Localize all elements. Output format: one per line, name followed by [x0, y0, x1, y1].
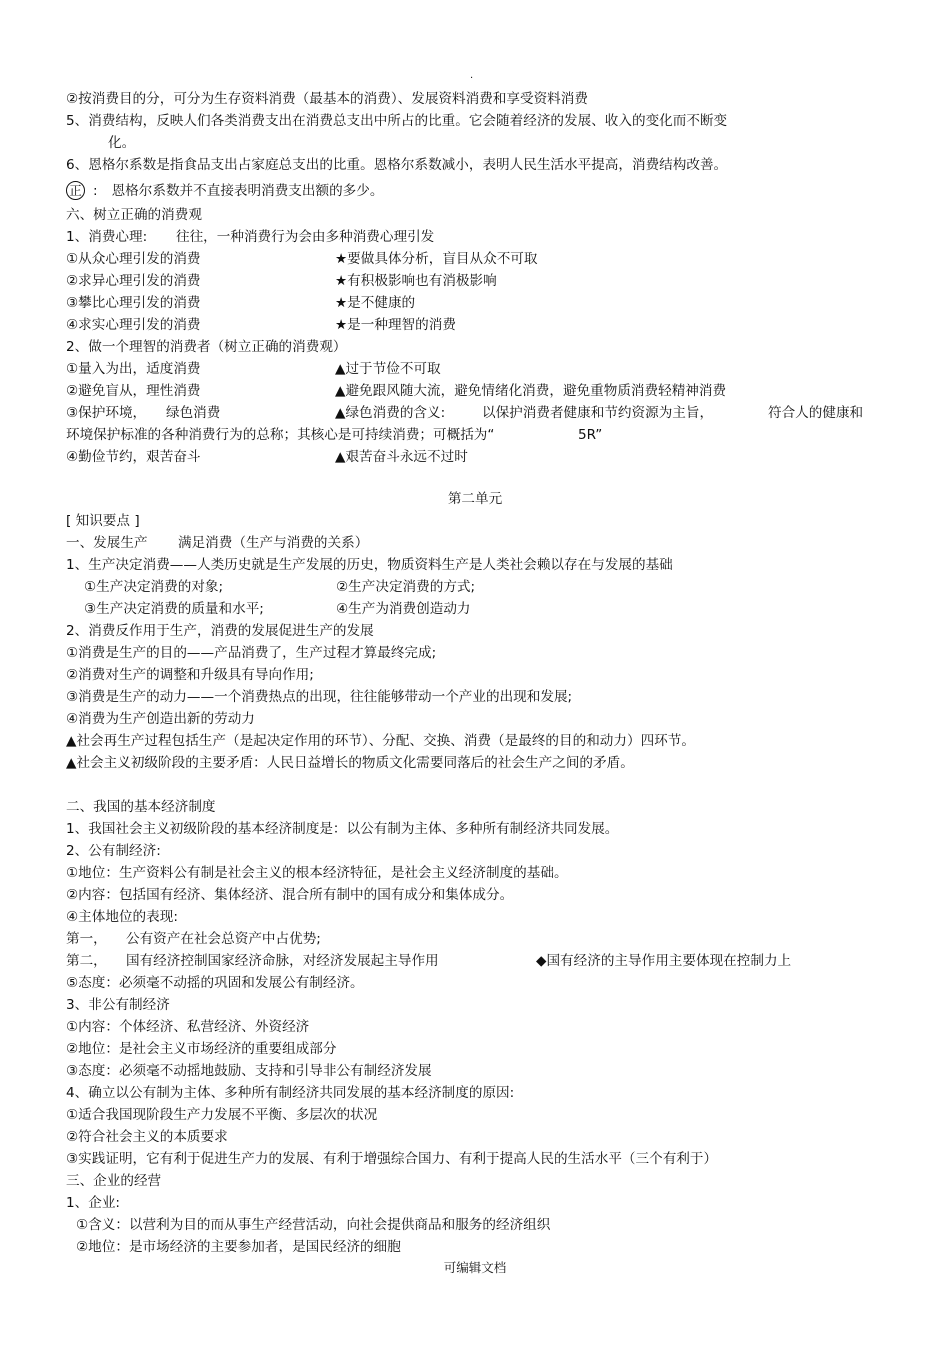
note-text: 恩格尔系数并不直接表明消费支出额的多少。	[111, 183, 384, 199]
section-heading: 满足消费（生产与消费的关系）	[178, 535, 369, 551]
row-right: ▲绿色消费的含义:	[335, 405, 446, 421]
row-right: ★是不健康的	[335, 295, 416, 311]
text-line: 5、消费结构，反映人们各类消费支出在消费总支出中所占的比重。它会随着经济的发展、收入的变化而不断变	[66, 113, 728, 129]
row-left: ②求异心理引发的消费	[66, 273, 201, 289]
note-circle-mark: 正	[66, 181, 85, 200]
text-line: 1、消费心理:	[66, 229, 148, 245]
text-line: ◆国有经济的主导作用主要体现在控制力上	[536, 953, 792, 969]
row-right: ▲过于节俭不可取	[335, 361, 441, 377]
text-line: 环境保护标准的各种消费行为的总称；其核心是可持续消费；可概括为“	[66, 427, 495, 443]
row-left: ①量入为出，适度消费	[66, 361, 201, 377]
row-left: 绿色消费	[166, 405, 221, 421]
text-line: ②地位：是社会主义市场经济的重要组成部分	[66, 1041, 337, 1057]
section-heading: 六、树立正确的消费观	[66, 207, 202, 223]
row-right: ④生产为消费创造动力	[336, 601, 471, 617]
text-line: ⑤态度：必须毫不动摇的巩固和发展公有制经济。	[66, 975, 364, 991]
text-line: ④消费为生产创造出新的劳动力	[66, 711, 255, 727]
row-left: ④求实心理引发的消费	[66, 317, 201, 333]
row-left: ③保护环境，	[66, 405, 147, 421]
row-left: ①从众心理引发的消费	[66, 251, 201, 267]
text-line: 第一，	[66, 931, 107, 947]
text-line: 公有资产在社会总资产中占优势;	[126, 931, 321, 947]
row-left: ③生产决定消费的质量和水平;	[84, 601, 264, 617]
text-line: 1、企业:	[66, 1195, 121, 1211]
section-label: [ 知识要点 ]	[66, 513, 140, 529]
row-left: ①生产决定消费的对象;	[84, 579, 224, 595]
text-line: ③消费是生产的动力——一个消费热点的出现，往往能够带动一个产业的出现和发展;	[66, 689, 573, 705]
text-line: ①含义：以营利为目的而从事生产经营活动，向社会提供商品和服务的经济组织	[76, 1217, 551, 1233]
text-line: ①适合我国现阶段生产力发展不平衡、多层次的状况	[66, 1107, 378, 1123]
text-line: 1、我国社会主义初级阶段的基本经济制度是：以公有制为主体、多种所有制经济共同发展。	[66, 821, 619, 837]
text-line: ②地位：是市场经济的主要参加者，是国民经济的细胞	[76, 1239, 401, 1255]
text-line: ②内容：包括国有经济、集体经济、混合所有制中的国有成分和集体成分。	[66, 887, 514, 903]
row-right: ▲艰苦奋斗永远不过时	[335, 449, 468, 465]
section-heading: 三、企业的经营	[66, 1173, 162, 1189]
text-line: 3、非公有制经济	[66, 997, 170, 1013]
text-line: 2、消费反作用于生产，消费的发展促进生产的发展	[66, 623, 374, 639]
text-line: 第二，	[66, 953, 107, 969]
section-heading: 二、我国的基本经济制度	[66, 799, 216, 815]
row-right: 符合人的健康和	[768, 405, 864, 421]
text-line: 1、生产决定消费——人类历史就是生产发展的历史，物质资料生产是人类社会赖以存在与发展的基础	[66, 557, 673, 573]
text-line: 往往，一种消费行为会由多种消费心理引发	[176, 229, 435, 245]
row-left: ④勤俭节约，艰苦奋斗	[66, 449, 201, 465]
text-line: 6、恩格尔系数是指食品支出占家庭总支出的比重。恩格尔系数减小，表明人民生活水平提高，消费结构改善。	[66, 157, 728, 173]
text-line: ③态度：必须毫不动摇地鼓励、支持和引导非公有制经济发展	[66, 1063, 432, 1079]
text-line: ①内容：个体经济、私营经济、外资经济	[66, 1019, 310, 1035]
text-line: 化。	[108, 135, 136, 151]
text-line: ②消费对生产的调整和升级具有导向作用;	[66, 667, 314, 683]
row-right: ★是一种理智的消费	[335, 317, 456, 333]
text-line: ①地位：生产资料公有制是社会主义的根本经济特征，是社会主义经济制度的基础。	[66, 865, 568, 881]
text-line: 国有经济控制国家经济命脉，对经济发展起主导作用	[126, 953, 439, 969]
text-line: 5R”	[578, 427, 603, 443]
text-line: ▲社会再生产过程包括生产（是起决定作用的环节）、分配、交换、消费（是最终的目的和动力）四环节。	[66, 733, 695, 749]
row-left: ③攀比心理引发的消费	[66, 295, 201, 311]
text-line: 4、确立以公有制为主体、多种所有制经济共同发展的基本经济制度的原因:	[66, 1085, 515, 1101]
text-line: 2、做一个理智的消费者（树立正确的消费观）	[66, 339, 347, 355]
row-right: ▲避免跟风随大流，避免情绪化消费，避免重物质消费轻精神消费	[335, 383, 727, 399]
section-heading: 一、发展生产	[66, 535, 148, 551]
text-line: ②符合社会主义的本质要求	[66, 1129, 228, 1145]
row-right: ★要做具体分析，盲目从众不可取	[335, 251, 538, 267]
page-footer: 可编辑文档	[443, 1260, 507, 1275]
row-right: ②生产决定消费的方式;	[336, 579, 476, 595]
row-right: 以保护消费者健康和节约资源为主旨，	[482, 405, 714, 421]
text-line: ①消费是生产的目的——产品消费了，生产过程才算最终完成;	[66, 645, 437, 661]
row-right: ★有积极影响也有消极影响	[335, 273, 497, 289]
row-left: ②避免盲从，理性消费	[66, 383, 201, 399]
text-line: 2、公有制经济:	[66, 843, 161, 859]
note-colon: :	[93, 183, 98, 199]
top-mark: .	[470, 70, 474, 81]
note-line	[66, 181, 383, 200]
unit-title: 第二单元	[447, 491, 503, 507]
text-line: ②按消费目的分，可分为生存资料消费（最基本的消费）、发展资料消费和享受资料消费	[66, 91, 588, 107]
text-line: ▲社会主义初级阶段的主要矛盾：人民日益增长的物质文化需要同落后的社会生产之间的矛盾。	[66, 755, 634, 771]
text-line: ③实践证明，它有利于促进生产力的发展、有利于增强综合国力、有利于提高人民的生活水平（三个有利于）	[66, 1151, 718, 1167]
text-line: ④主体地位的表现:	[66, 909, 178, 925]
